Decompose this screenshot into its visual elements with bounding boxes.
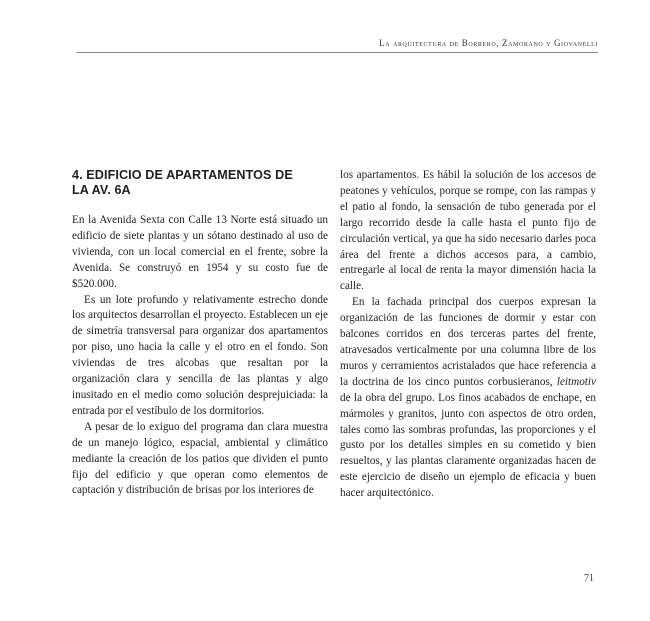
italic-term: leitmotiv [556,375,596,388]
section-title-line-1: 4. EDIFICIO DE APARTAMENTOS DE [72,168,293,182]
paragraph-text: En la fachada principal dos cuerpos expresan la organización de las funciones de dormir y estar con balcones corridos en dos terceras partes del frente, atravesados verticalmente por una columna libre de los muros y cerramientos acristalados que hace referencia a la doctrina de los cinco puntos corbusieranos, [340,296,596,388]
paragraph: Es un lote profundo y relativamente estrecho donde los arquitectos desarrollan el proyecto. Establecen un eje de simetría transversal para organizar dos apartamentos por piso, uno hacia la calle y el otro en el fondo. Son viviendas de tres alcobas que resaltan por la organización clara y sencilla de las plantas y algo inusitado en el medio como solución desprejuiciada: la entrada por el vestíbulo de los dormitorios. [72,293,328,417]
section-title-line-2: LA AV. 6A [72,183,131,197]
paragraph: En la Avenida Sexta con Calle 13 Norte está situado un edificio de siete plantas y un sótano destinado al uso de vivienda, con un local comercial en el frente, sobre la Avenida. Se construyó en 1954 y su costo fue de $520.000. [72,214,328,290]
paragraph-text: de la obra del grupo. Los finos acabados de enchape, en mármoles y granitos, junto con aspectos de otro orden, tales como las sombras profundas, las proporciones y el gusto por los detalles simples en su cometido y bien resueltos, y las plantas claramente organizadas hacen de este ejercicio de diseño un ejemplo de eficacia y buen hacer arquitectónico. [340,391,596,500]
left-column [72,168,328,499]
page-number: 71 [584,573,594,584]
paragraph: los apartamentos. Es hábil la solución de los accesos de peatones y vehículos, porque se rompe, con las rampas y el patio al fondo, la sensación de tubo generada por el largo recorrido desde la calle hasta el punto fijo de circulación vertical, ya que ha sido necesario darles poca área del frente a dichos accesos para, a cambio, entregarle al local de renta la mayor dimensión hacia la calle. [340,169,596,293]
running-header: La arquitectura de Borrero, Zamorano y Giovanelli [379,38,598,48]
paragraph: A pesar de lo exiguo del programa dan clara muestra de un manejo lógico, espacial, ambiental y climático mediante la creación de los patios que dividen el punto fijo del edificio y que operan como elementos de captación y distribución de brisas por los interiores de [72,420,328,497]
paragraph [340,295,596,502]
section-title [72,168,328,198]
header-rule [76,52,598,53]
right-column [340,168,596,502]
